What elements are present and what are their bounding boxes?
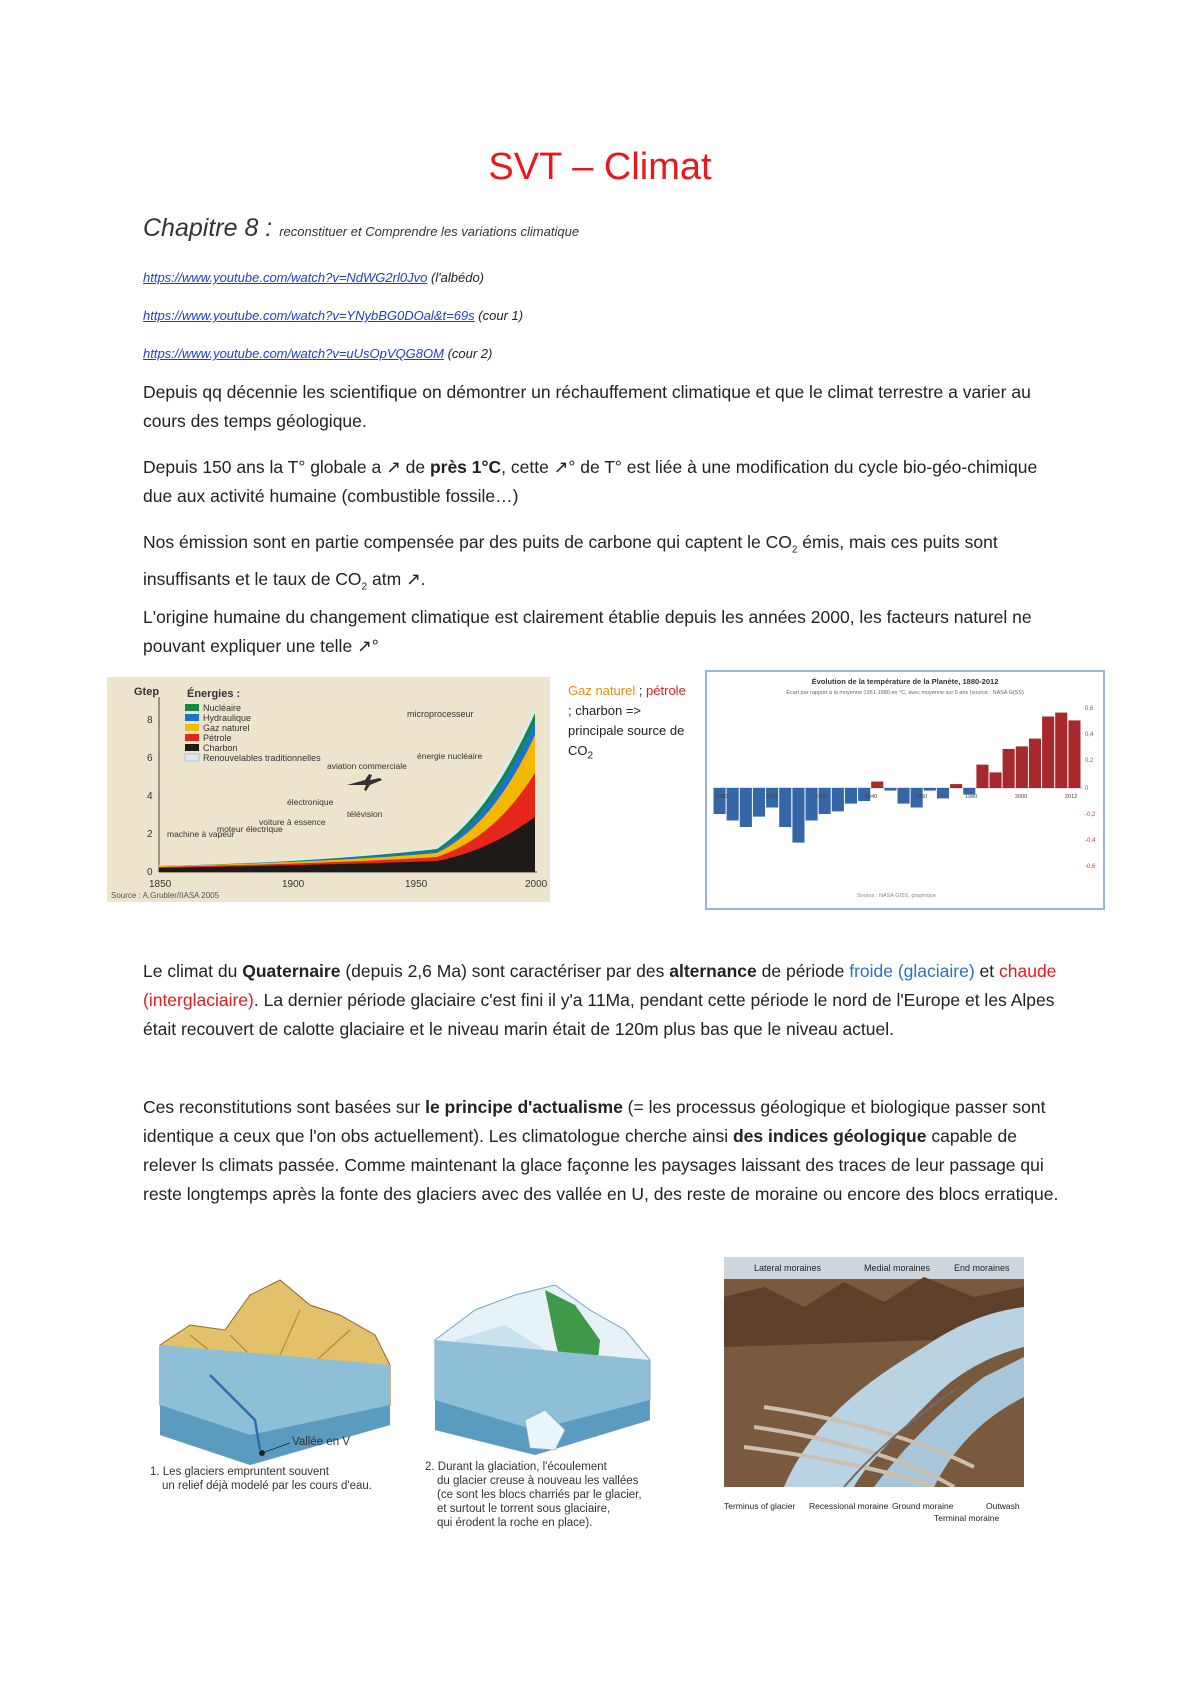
temperature-chart [705,670,1105,910]
p6-e: capable de relever ls climats passée. Comme maintenant la glace façonne les paysages laissant des traces de leur passage qui reste longtemps après la fonte des glaciers avec des vallée en U, des reste de moraine ou encore des blocs erratique. [143,1126,1059,1204]
temp-xlabel-2012: 2012 [1065,794,1078,800]
temp-xlabel-1920: 1920 [815,794,828,800]
temp-y-3: 0 [1085,786,1089,792]
temp-xlabel-1960: 1960 [915,794,928,800]
p2-text-a: Depuis 150 ans la T° globale a ↗ de [143,457,430,477]
annot-nucleaire: énergie nucléaire [417,751,483,761]
temp-chart-subtitle: Écart par rapport à la moyenne 1951-1980 en °C, avec moyenne sur 5 ans (source : NASA GISS) [786,690,1024,696]
side-note-petrole: pétrole [646,683,686,698]
legend-title: Énergies : [187,688,241,700]
temp-bar-1910 [792,788,804,843]
xtick-1900: 1900 [282,879,305,890]
v-valley-illustration [150,1275,405,1500]
p5-g: et [974,961,999,981]
energy-chart-svg [107,677,550,902]
p6-a: Ces reconstitutions sont basées sur [143,1097,426,1117]
legend-swatch-petrole [185,734,199,741]
glaciation-illustration [425,1280,670,1530]
paragraph-4: L'origine humaine du changement climatique est clairement établie depuis les années 2000, les facteurs naturel ne pouvant expliquer une telle ↗° [143,607,1032,656]
fig2-caption-1: 2. Durant la glaciation, l'écoulement [425,1461,607,1473]
legend-swatch-charbon [185,744,199,751]
side-note [568,681,688,767]
paragraph-2 [143,453,1063,511]
p6-actualisme: le principe d'actualisme [425,1097,623,1117]
p6-indices: des indices géologique [732,1126,927,1146]
video-link-2 [143,308,523,323]
legend-charbon: Charbon [203,743,238,753]
p6-c: (= les processus géologique et biologique passer sont identique a ceux que l'on obs actuellement). Les climatologue cherche ainsi [143,1097,1046,1146]
annot-voiture: voiture à essence [259,817,326,827]
temp-xlabels [715,794,1077,800]
label-end-moraines: End moraines [954,1263,1010,1273]
temp-bar-1995 [1016,746,1028,788]
temp-bar-1985 [990,772,1002,788]
glacier-figure-2 [425,1280,670,1530]
p5-quaternaire: Quaternaire [242,961,341,981]
temp-xlabel-1980: 1980 [965,794,978,800]
temp-bar-2005 [1042,717,1054,789]
ytick-4: 4 [147,791,153,802]
label-lateral-moraines: Lateral moraines [754,1263,822,1273]
annot-electronique: électronique [287,797,334,807]
video-link-1-note: (l'albédo) [430,270,485,285]
legend-swatch-renouvelables [185,754,199,761]
video-link-3-url[interactable]: https://www.youtube.com/watch?v=uUsOpVQG8OM [143,346,444,361]
label-ground: Ground moraine [892,1501,954,1511]
ytick-6: 6 [147,753,153,764]
page-title: SVT – Climat [488,146,712,188]
p2-bold: près 1°C [429,457,502,477]
temp-bar-1895 [753,788,765,817]
label-terminus: Terminus of glacier [724,1501,796,1511]
co2-subscript: 2 [791,544,798,556]
legend-renouvelables: Renouvelables traditionnelles [203,753,321,763]
fig1-caption-1: 1. Les glaciers empruntent souvent [150,1466,329,1478]
paragraph-3 [143,528,1063,601]
temp-xlabel-2000: 2000 [1015,794,1028,800]
moraine-illustration [724,1257,1024,1542]
xtick-1950: 1950 [405,879,428,890]
annot-aviation: aviation commerciale [327,761,407,771]
temp-y-2: 0,2 [1085,758,1094,764]
temp-bar-1965 [937,788,949,798]
temp-bar-1925 [832,788,844,811]
temp-bars [714,713,1081,843]
video-link-2-note: (cour 1) [478,308,524,323]
legend-swatch-nucleaire [185,704,199,711]
temp-bar-1960 [924,788,936,791]
legend-nucleaire: Nucléaire [203,703,242,713]
video-link-2-url[interactable]: https://www.youtube.com/watch?v=YNybBG0DOal&t=69s [143,308,475,323]
temp-bar-1915 [806,788,818,821]
annot-moteur: moteur électrique [217,824,283,834]
v-valley-label: Vallée en V [292,1436,350,1448]
legend-petrole: Pétrole [203,733,232,743]
legend-swatch-hydraulique [185,714,199,721]
chapter-subtitle: reconstituer et Comprendre les variations climatique [279,224,580,239]
p5-chaude: chaude (interglaciaire) [143,961,1057,1010]
xtick-1850: 1850 [149,879,172,890]
temp-xlabel-1880: 1880 [715,794,728,800]
fig2-caption-3: (ce sont les blocs charriés par le glacier, [437,1489,642,1501]
side-note-sep1: ; [635,683,647,698]
side-note-rest: ; charbon => principale source de CO [568,703,685,758]
temp-bar-1980 [976,765,988,788]
fig2-caption-4: et surtout le torrent sous glaciaire, [437,1503,611,1515]
temp-y-5: -0,4 [1085,838,1096,844]
p5-c: (depuis 2,6 Ma) sont caractériser par des [340,961,670,981]
ytick-0: 0 [147,867,153,878]
fig2-caption-2: du glacier creuse à nouveau les vallées [437,1475,639,1487]
video-link-3-note: (cour 2) [447,346,493,361]
paragraph-5 [143,957,1063,1044]
annot-television: télévision [347,809,383,819]
temp-xlabel-1940: 1940 [865,794,878,800]
legend-hydraulique: Hydraulique [203,713,252,723]
p3-text-b: émis, mais ces puits sont insuffisants et le taux de CO [143,532,998,589]
p5-i: . La dernier période glaciaire c'est fini il y'a 11Ma, pendant cette période le nord de l'Europe et les Alpes était recouvert de calotte glaciaire et le niveau marin était de 120m plus bas que le niveau actuel. [143,990,1055,1039]
legend-gaz: Gaz naturel [203,723,250,733]
temp-bar-1930 [845,788,857,804]
ytick-2: 2 [147,829,153,840]
chapter-heading [143,214,579,243]
p5-alternance: alternance [669,961,757,981]
ytick-8: 8 [147,715,153,726]
temp-bar-1990 [1003,749,1015,788]
xtick-2000: 2000 [525,879,548,890]
paragraph-6 [143,1093,1063,1209]
co2-subscript-2: 2 [361,581,368,592]
p5-a: Le climat du [143,961,243,981]
temp-xlabel-1900: 1900 [765,794,778,800]
paragraph-1: Depuis qq décennie les scientifique on démontrer un réchauffement climatique et que le climat terrestre a varier au cours des temps géologique. [143,382,1031,431]
temp-chart-title: Évolution de la température de la Planète, 1880-2012 [811,677,999,686]
p5-e: de période [756,961,850,981]
temp-bar-1905 [779,788,791,827]
side-note-co2-sub: 2 [587,750,594,762]
moraine-figure [724,1257,1024,1542]
p2-text-c: , cette ↗° de T° est liée à une modification du cycle bio-géo-chimique due aux activité humaine (combustible fossile…) [143,457,1038,506]
energy-source: Source : A.Grubler/IIASA 2005 [111,891,220,900]
label-outwash: Outwash [986,1501,1020,1511]
fig2-caption-5: qui érodent la roche en place). [437,1517,593,1529]
temp-bar-2010 [1055,713,1067,788]
label-medial-moraines: Medial moraines [864,1263,931,1273]
temp-bar-1945 [884,788,896,791]
video-link-1 [143,270,484,285]
label-terminal: Terminal moraine [934,1513,1000,1523]
temp-bar-1885 [727,788,739,821]
temp-chart-footer: Source : NASA GISS, graphique [857,893,936,899]
temp-bar-1940 [871,782,883,789]
annot-microprocesseur: microprocesseur [407,709,474,719]
temp-y-6: -0,6 [1085,864,1096,870]
video-link-3 [143,346,492,361]
fig1-caption-2: un relief déjà modelé par les cours d'eau. [162,1480,372,1492]
p5-froide: froide (glaciaire) [849,961,975,981]
side-note-gaz: Gaz naturel [568,683,636,698]
temp-y-0: 0,6 [1085,706,1094,712]
temp-bar-1950 [898,788,910,804]
energy-consumption-chart [107,677,550,902]
temperature-chart-svg [707,672,1103,908]
temp-y-1: 0,4 [1085,732,1094,738]
temp-bar-2000 [1029,739,1041,788]
p3-text-a: Nos émission sont en partie compensée par des puits de carbone qui captent le CO [143,532,792,552]
temp-y-4: -0,2 [1085,812,1096,818]
energy-ylabel: Gtep [134,686,160,698]
video-link-1-url[interactable]: https://www.youtube.com/watch?v=NdWG2rl0Jvo [143,270,428,285]
temp-bar-1920 [819,788,831,814]
temp-bar-1890 [740,788,752,827]
annot-machine: machine à vapeur [167,829,235,839]
legend-swatch-gaz [185,724,199,731]
p3-text-c: atm ↗. [367,568,426,589]
temp-bar-1880 [714,788,726,814]
label-recessional: Recessional moraine [809,1501,889,1511]
glacier-figure-1 [150,1275,405,1500]
chapter-label: Chapitre 8 : [143,214,273,242]
temp-bar-1970 [950,784,962,788]
temp-bar-2012 [1068,720,1080,788]
